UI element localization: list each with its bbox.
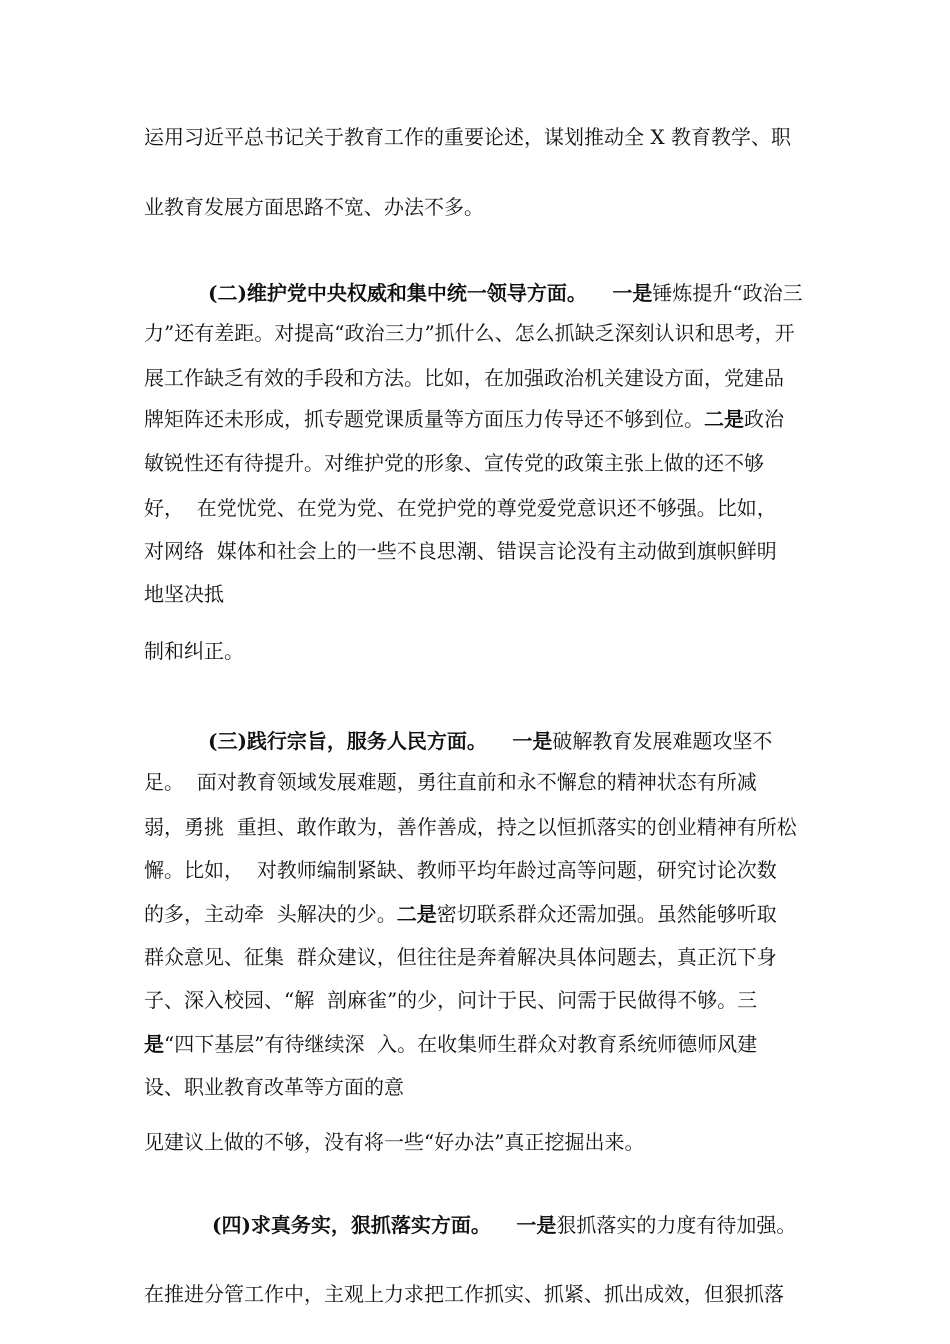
section-4-first-line: (四)求真务实，狠抓落实方面。 一是狠抓落实的力度有待加强。 xyxy=(212,1213,797,1237)
paragraph-line: 地坚决抵 xyxy=(144,582,224,606)
paragraph-line: 牌矩阵还未形成，抓专题党课质量等方面压力传导还不够到位。二是政治 xyxy=(144,407,784,431)
paragraph-line: 在推进分管工作中，主观上力求把工作抓实、抓紧、抓出成效，但狠抓落 xyxy=(144,1282,784,1306)
paragraph-line: 足。 面对教育领域发展难题，勇往直前和永不懈怠的精神状态有所减 xyxy=(144,770,757,794)
paragraph-line: 好， 在党忧党、在党为党、在党护党的尊党爱党意识还不够强。比如， xyxy=(144,496,777,520)
paragraph-line: 设、职业教育改革等方面的意 xyxy=(144,1075,404,1099)
paragraph-line: 的多，主动牵 头解决的少。二是密切联系群众还需加强。虽然能够听取 xyxy=(144,902,777,926)
paragraph-line: 弱，勇挑 重担、敢作敢为，善作善成，持之以恒抓落实的创业精神有所松 xyxy=(144,815,797,839)
paragraph-line: 力”还有差距。对提高“政治三力”抓什么、怎么抓缺乏深刻认识和思考，开 xyxy=(144,321,795,345)
section-3-first-line: (三)践行宗旨，服务人民方面。 一是破解教育发展难题攻坚不 xyxy=(208,729,773,753)
paragraph-line: 运用习近平总书记关于教育工作的重要论述，谋划推动全 X 教育教学、职 xyxy=(144,125,791,149)
paragraph-line: 是“四下基层”有待继续深 入。在收集师生群众对教育系统师德师风建 xyxy=(144,1032,758,1056)
section-3-heading: (三)践行宗旨，服务人民方面。 xyxy=(208,729,487,753)
paragraph-line: 懈。比如， 对教师编制紧缺、教师平均年龄过高等问题，研究讨论次数 xyxy=(144,858,777,882)
section-2-heading: (二)维护党中央权威和集中统一领导方面。 xyxy=(208,281,587,305)
paragraph-line: 展工作缺乏有效的手段和方法。比如，在加强政治机关建设方面，党建品 xyxy=(144,366,784,390)
paragraph-line: 群众意见、征集 群众建议，但往往是奔着解决具体问题去，真正沉下身 xyxy=(144,945,777,969)
section-4-heading: (四)求真务实，狠抓落实方面。 xyxy=(212,1213,491,1237)
paragraph-line: 制和纠正。 xyxy=(144,639,244,663)
section-2-first-line: (二)维护党中央权威和集中统一领导方面。 一是锤炼提升“政治三 xyxy=(208,281,803,305)
paragraph-line: 对网络 媒体和社会上的一些不良思潮、错误言论没有主动做到旗帜鲜明 xyxy=(144,539,777,563)
paragraph-line: 子、深入校园、“解 剖麻雀”的少，问计于民、问需于民做得不够。三 xyxy=(144,988,758,1012)
paragraph-line: 见建议上做的不够，没有将一些“好办法”真正挖掘出来。 xyxy=(144,1130,645,1154)
paragraph-line: 业教育发展方面思路不宽、办法不多。 xyxy=(144,195,484,219)
paragraph-line: 敏锐性还有待提升。对维护党的形象、宣传党的政策主张上做的还不够 xyxy=(144,451,764,475)
